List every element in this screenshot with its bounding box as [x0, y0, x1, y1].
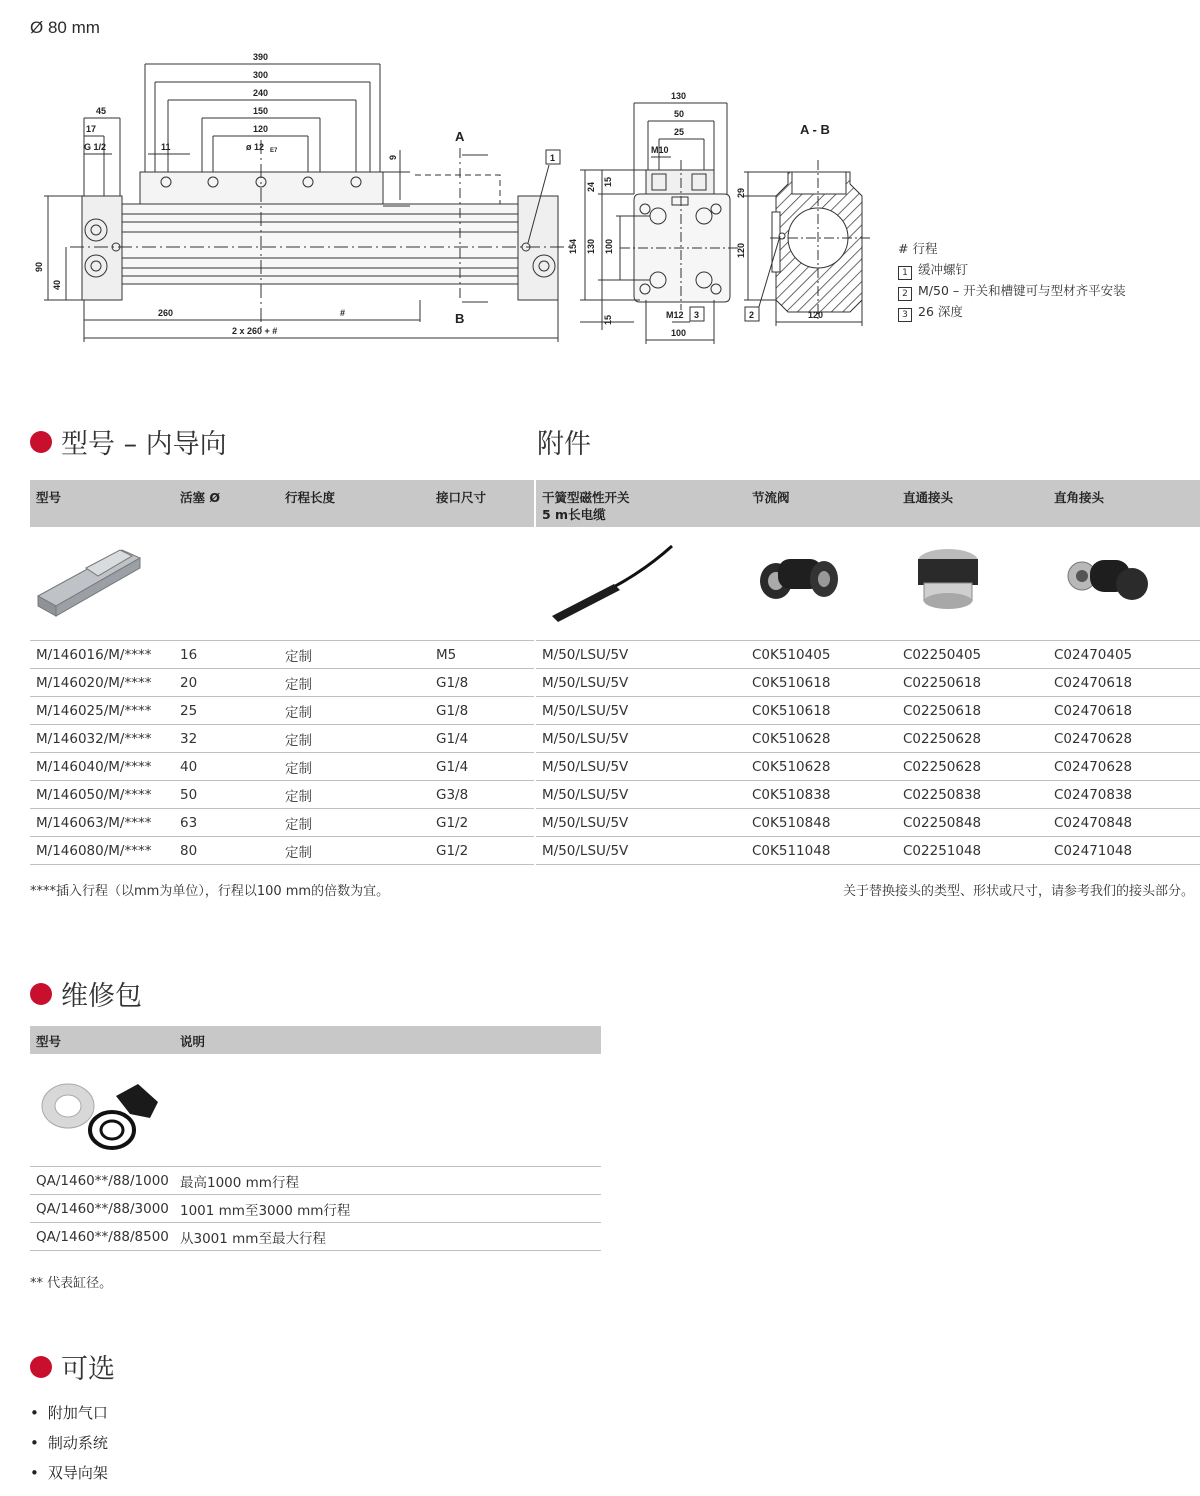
table-cell: C0K510618	[746, 669, 897, 697]
svg-text:120: 120	[736, 242, 746, 258]
svg-text:15: 15	[603, 176, 613, 187]
table-row	[30, 1195, 601, 1223]
svg-text:90: 90	[34, 261, 44, 272]
svg-text:G 1/2: G 1/2	[84, 142, 107, 152]
svg-text:A: A	[455, 129, 465, 144]
table-cell: 从3001 mm至最大行程	[174, 1223, 601, 1251]
table-cell: C02251048	[897, 837, 1048, 865]
table-cell: C02470618	[1048, 697, 1200, 725]
col-header: 直通接头	[903, 490, 954, 505]
table-cell: C02250618	[897, 669, 1048, 697]
table-row	[30, 809, 1200, 837]
legend-item: 3 26 深度	[898, 301, 1126, 322]
table-cell: C02250618	[897, 697, 1048, 725]
svg-text:A - B: A - B	[800, 122, 830, 137]
models-section-title: 型号 – 内导向	[30, 422, 227, 461]
svg-text:ø 12: ø 12	[246, 142, 265, 152]
table-cell: M/50/LSU/5V	[536, 753, 746, 781]
col-header: 行程长度	[285, 490, 336, 505]
repair-table-header	[30, 1026, 601, 1054]
table-cell: M/146020/M/****	[30, 669, 174, 697]
table-row	[30, 1167, 601, 1195]
table-cell: C02250405	[897, 641, 1048, 669]
elbow-fitting-image	[1064, 550, 1154, 604]
table-cell: 80	[174, 837, 279, 865]
bore-footnote: ** 代表缸径。	[30, 1276, 113, 1291]
table-cell: 1001 mm至3000 mm行程	[174, 1195, 601, 1223]
repair-table	[30, 1166, 601, 1251]
reed-switch-image	[548, 542, 676, 626]
legend-item: 1 缓冲螺钉	[898, 259, 1126, 280]
table-row	[30, 837, 1200, 865]
table-cell: 定制	[279, 725, 430, 753]
table-cell: M/146050/M/****	[30, 781, 174, 809]
svg-text:17: 17	[86, 124, 97, 134]
svg-text:#: #	[340, 308, 346, 318]
drawing-legend	[898, 238, 1126, 322]
svg-text:E7: E7	[270, 148, 278, 154]
col-header: 接口尺寸	[436, 490, 487, 505]
col-header: 说明	[180, 1034, 206, 1049]
svg-text:390: 390	[253, 52, 269, 62]
col-header: 活塞 Ø	[180, 490, 220, 505]
table-cell: M5	[430, 641, 534, 669]
table-cell: M/50/LSU/5V	[536, 781, 746, 809]
svg-text:3: 3	[694, 310, 700, 320]
table-row	[30, 753, 1200, 781]
table-cell: 40	[174, 753, 279, 781]
table-cell: C02470405	[1048, 641, 1200, 669]
col-header: 干簧型磁性开关 5 m长电缆	[542, 490, 630, 522]
table-cell: QA/1460**/88/1000	[30, 1167, 174, 1195]
svg-text:2 x 260 + #: 2 x 260 + #	[232, 326, 278, 336]
repair-section-title: 维修包	[30, 974, 142, 1013]
table-row	[30, 725, 1200, 753]
seal-kit-image	[38, 1078, 160, 1152]
svg-text:M12: M12	[666, 310, 684, 320]
table-cell: C02250838	[897, 781, 1048, 809]
list-item: • 制动系统	[30, 1428, 108, 1458]
table-cell: G1/4	[430, 725, 534, 753]
table-cell: M/50/LSU/5V	[536, 725, 746, 753]
svg-text:300: 300	[253, 70, 269, 80]
list-item: • 附加气口	[30, 1398, 108, 1428]
table-cell: C0K511048	[746, 837, 897, 865]
table-cell: 定制	[279, 781, 430, 809]
table-row	[30, 669, 1200, 697]
table-cell: G1/8	[430, 697, 534, 725]
table-cell: QA/1460**/88/3000	[30, 1195, 174, 1223]
svg-text:150: 150	[253, 106, 269, 116]
legend-title: # 行程	[898, 241, 938, 256]
diameter-label: Ø 80 mm	[30, 18, 100, 37]
svg-text:100: 100	[604, 238, 614, 254]
table-cell: QA/1460**/88/8500	[30, 1223, 174, 1251]
table-row	[30, 697, 1200, 725]
accessories-table-header	[536, 480, 1200, 527]
table-cell: 定制	[279, 669, 430, 697]
legend-item: 2 M/50 – 开关和槽键可与型材齐平安装	[898, 280, 1126, 301]
table-cell: M/146063/M/****	[30, 809, 174, 837]
table-cell: C0K510405	[746, 641, 897, 669]
table-cell: M/50/LSU/5V	[536, 669, 746, 697]
flow-control-valve-image	[756, 545, 842, 607]
options-section-title: 可选	[30, 1347, 115, 1386]
svg-text:240: 240	[253, 88, 269, 98]
table-cell: M/146025/M/****	[30, 697, 174, 725]
col-header: 型号	[36, 490, 62, 505]
svg-text:24: 24	[586, 181, 596, 192]
table-cell: C0K510848	[746, 809, 897, 837]
svg-text:100: 100	[671, 328, 687, 338]
svg-text:1: 1	[550, 153, 556, 163]
table-cell: M/50/LSU/5V	[536, 809, 746, 837]
table-cell: G1/4	[430, 753, 534, 781]
table-cell: 50	[174, 781, 279, 809]
table-cell: 定制	[279, 837, 430, 865]
svg-text:29: 29	[736, 187, 746, 198]
table-cell: 20	[174, 669, 279, 697]
svg-text:154: 154	[568, 238, 578, 254]
table-cell: M/50/LSU/5V	[536, 641, 746, 669]
table-cell: 定制	[279, 753, 430, 781]
svg-text:45: 45	[96, 106, 107, 116]
svg-text:2: 2	[749, 310, 755, 320]
table-cell: C02471048	[1048, 837, 1200, 865]
models-table	[30, 640, 1200, 865]
bullet-dot-icon	[30, 983, 52, 1005]
svg-text:130: 130	[586, 238, 596, 254]
table-cell: G1/8	[430, 669, 534, 697]
table-cell: C02250628	[897, 725, 1048, 753]
svg-text:M10: M10	[651, 145, 669, 155]
table-cell: C0K510628	[746, 753, 897, 781]
table-cell: C0K510628	[746, 725, 897, 753]
table-row	[30, 1223, 601, 1251]
stroke-footnote: ****插入行程（以mm为单位），行程以100 mm的倍数为宜。	[30, 884, 390, 899]
table-cell: 定制	[279, 697, 430, 725]
table-cell: M/146040/M/****	[30, 753, 174, 781]
svg-text:130: 130	[671, 91, 687, 101]
table-cell: 32	[174, 725, 279, 753]
table-cell: 16	[174, 641, 279, 669]
col-header: 节流阀	[752, 490, 790, 505]
table-cell: G1/2	[430, 809, 534, 837]
table-cell: 最高1000 mm行程	[174, 1167, 601, 1195]
table-cell: M/146032/M/****	[30, 725, 174, 753]
table-row	[30, 781, 1200, 809]
table-cell: C02470628	[1048, 753, 1200, 781]
col-header: 直角接头	[1054, 490, 1105, 505]
table-cell: C0K510838	[746, 781, 897, 809]
table-cell: M/146080/M/****	[30, 837, 174, 865]
table-cell: C02250628	[897, 753, 1048, 781]
bullet-dot-icon	[30, 431, 52, 453]
table-cell: C02470838	[1048, 781, 1200, 809]
accessories-section-title: 附件	[537, 429, 591, 460]
table-cell: C0K510618	[746, 697, 897, 725]
col-header: 型号	[36, 1034, 62, 1049]
table-cell: 25	[174, 697, 279, 725]
table-cell: C02470628	[1048, 725, 1200, 753]
table-cell: C02470618	[1048, 669, 1200, 697]
table-cell: C02470848	[1048, 809, 1200, 837]
svg-text:B: B	[455, 311, 465, 326]
list-item: • 双导向架	[30, 1458, 108, 1488]
bullet-dot-icon	[30, 1356, 52, 1378]
table-row	[30, 641, 1200, 669]
table-cell: M/146016/M/****	[30, 641, 174, 669]
svg-text:25: 25	[674, 127, 685, 137]
options-list	[30, 1398, 108, 1488]
table-cell: C02250848	[897, 809, 1048, 837]
svg-text:15: 15	[603, 314, 613, 325]
svg-text:40: 40	[52, 279, 62, 290]
svg-text:11: 11	[161, 142, 171, 152]
models-table-header	[30, 480, 534, 527]
table-cell: 定制	[279, 641, 430, 669]
svg-text:50: 50	[674, 109, 685, 119]
fitting-footnote: 关于替换接头的类型、形状或尺寸，请参考我们的接头部分。	[842, 884, 1194, 899]
straight-fitting-image	[908, 545, 990, 611]
svg-text:9: 9	[388, 154, 398, 160]
table-cell: 定制	[279, 809, 430, 837]
table-cell: 63	[174, 809, 279, 837]
rodless-cylinder-image	[36, 538, 144, 618]
svg-text:120: 120	[253, 124, 269, 134]
svg-text:260: 260	[158, 308, 174, 318]
table-cell: M/50/LSU/5V	[536, 697, 746, 725]
table-cell: G1/2	[430, 837, 534, 865]
svg-text:120: 120	[808, 310, 824, 320]
table-cell: M/50/LSU/5V	[536, 837, 746, 865]
table-cell: G3/8	[430, 781, 534, 809]
